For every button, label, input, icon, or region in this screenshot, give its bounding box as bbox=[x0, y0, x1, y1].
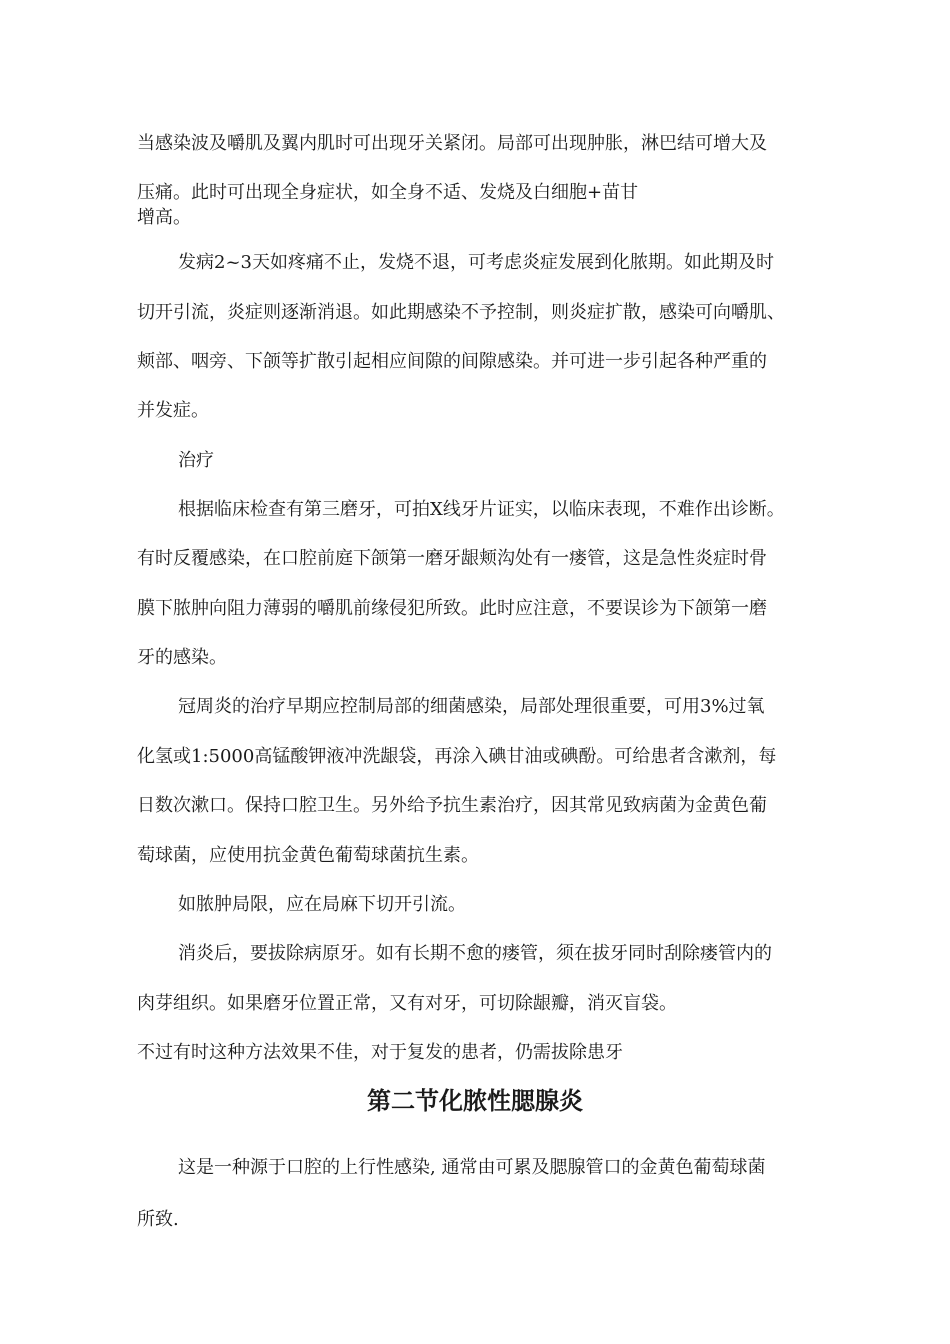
text-line: 肉芽组织。如果磨牙位置正常，又有对牙，可切除龈瓣，消灭盲袋。 bbox=[137, 993, 677, 1014]
subheading-treatment: 治疗 bbox=[178, 450, 214, 471]
section-title: 第二节化脓性腮腺炎 bbox=[367, 1087, 583, 1115]
text-line: 根据临床检查有第三磨牙，可拍X线牙片证实，以临床表现，不难作出诊断。 bbox=[178, 499, 785, 520]
text-line: 这是一种源于口腔的上行性感染, 通常由可累及腮腺管口的金黄色葡萄球菌 bbox=[178, 1157, 766, 1178]
text-line: 增高。 bbox=[137, 207, 191, 228]
text-line: 压痛。此时可出现全身症状，如全身不适、发烧及白细胞+苗甘 bbox=[137, 182, 639, 203]
text-line: 不过有时这种方法效果不佳，对于复发的患者，仍需拔除患牙 bbox=[137, 1042, 623, 1063]
text-line: 膜下脓肿向阻力薄弱的嚼肌前缘侵犯所致。此时应注意，不要误诊为下颌第一磨 bbox=[137, 598, 767, 619]
text-line: 牙的感染。 bbox=[137, 647, 227, 668]
text-line: 萄球菌，应使用抗金黄色葡萄球菌抗生素。 bbox=[137, 845, 479, 866]
text-line: 冠周炎的治疗早期应控制局部的细菌感染，局部处理很重要，可用3%过氧 bbox=[178, 696, 765, 717]
text-line: 消炎后，要拔除病原牙。如有长期不愈的瘘管，须在拔牙同时刮除瘘管内的 bbox=[178, 943, 772, 964]
text-line: 并发症。 bbox=[137, 400, 209, 421]
text-line: 切开引流，炎症则逐渐消退。如此期感染不予控制，则炎症扩散，感染可向嚼肌、 bbox=[137, 302, 785, 323]
text-line: 如脓肿局限，应在局麻下切开引流。 bbox=[178, 894, 466, 915]
text-line: 有时反覆感染，在口腔前庭下颌第一磨牙龈颊沟处有一瘘管，这是急性炎症时骨 bbox=[137, 548, 767, 569]
text-line: 日数次漱口。保持口腔卫生。另外给予抗生素治疗，因其常见致病菌为金黄色葡 bbox=[137, 795, 767, 816]
text-line: 发病2~3天如疼痛不止，发烧不退，可考虑炎症发展到化脓期。如此期及时 bbox=[178, 252, 774, 273]
text-line: 化氢或1:5000高锰酸钾液冲洗龈袋，再涂入碘甘油或碘酚。可给患者含漱剂，每 bbox=[137, 746, 777, 767]
text-line: 当感染波及嚼肌及翼内肌时可出现牙关紧闭。局部可出现肿胀，淋巴结可增大及 bbox=[137, 133, 767, 154]
text-line: 颊部、咽旁、下颌等扩散引起相应间隙的间隙感染。并可进一步引起各种严重的 bbox=[137, 351, 767, 372]
text-line: 所致. bbox=[137, 1209, 179, 1230]
